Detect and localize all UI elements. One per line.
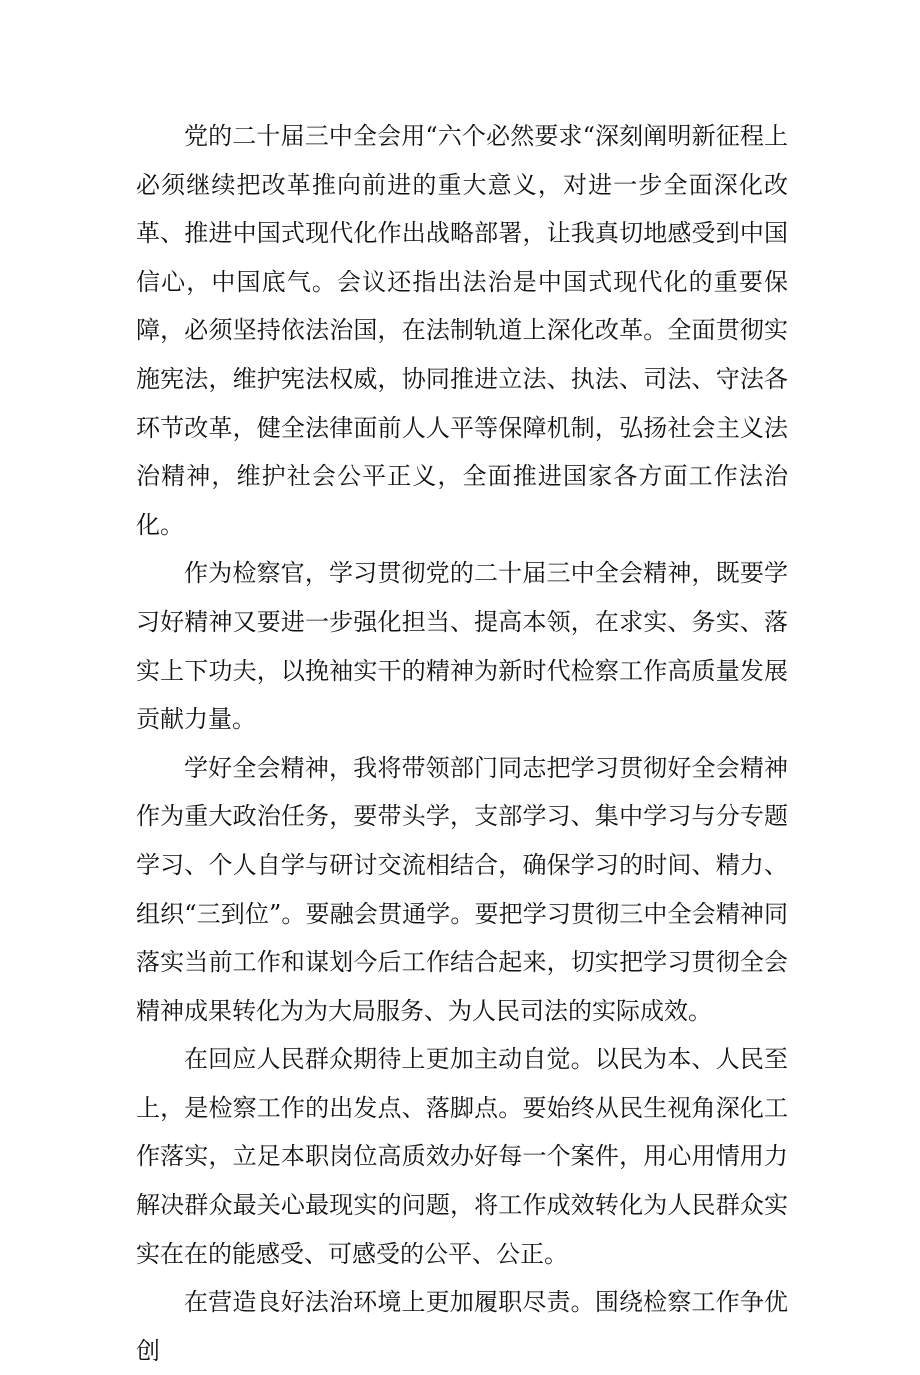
document-body	[136, 112, 788, 1375]
paragraph-2: 作为检察官，学习贯彻党的二十届三中全会精神，既要学习好精神又要进一步强化担当、提高本领，在求实、务实、落实上下功夫，以挽袖实干的精神为新时代检察工作高质量发展贡献力量。	[136, 559, 788, 734]
paragraph-5: 在营造良好法治环境上更加履职尽责。围绕检察工作争优创	[136, 1288, 788, 1365]
paragraph-1: 党的二十届三中全会用“六个必然要求“深刻阐明新征程上必须继续把改革推向前进的重大意义，对进一步全面深化改革、推进中国式现代化作出战略部署，让我真切地感受到中国信心，中国底气。会议还指出法治是中国式现代化的重要保障，必须坚持依法治国，在法制轨道上深化改革。全面贯彻实施宪法，维护宪法权威，协同推进立法、执法、司法、守法各环节改革，健全法律面前人人平等保障机制，弘扬社会主义法治精神，维护社会公平正义，全面推进国家各方面工作法治化。	[136, 122, 788, 539]
paragraph-4: 在回应人民群众期待上更加主动自觉。以民为本、人民至上，是检察工作的出发点、落脚点。要始终从民生视角深化工作落实，立足本职岗位高质效办好每一个案件，用心用情用力解决群众最关心最现实的问题，将工作成效转化为人民群众实实在在的能感受、可感受的公平、公正。	[136, 1045, 788, 1268]
paragraph-3: 学好全会精神，我将带领部门同志把学习贯彻好全会精神作为重大政治任务，要带头学，支部学习、集中学习与分专题学习、个人自学与研讨交流相结合，确保学习的时间、精力、组织“三到位”。要融会贯通学。要把学习贯彻三中全会精神同落实当前工作和谋划今后工作结合起来，切实把学习贯彻全会精神成果转化为为大局服务、为人民司法的实际成效。	[136, 753, 788, 1025]
